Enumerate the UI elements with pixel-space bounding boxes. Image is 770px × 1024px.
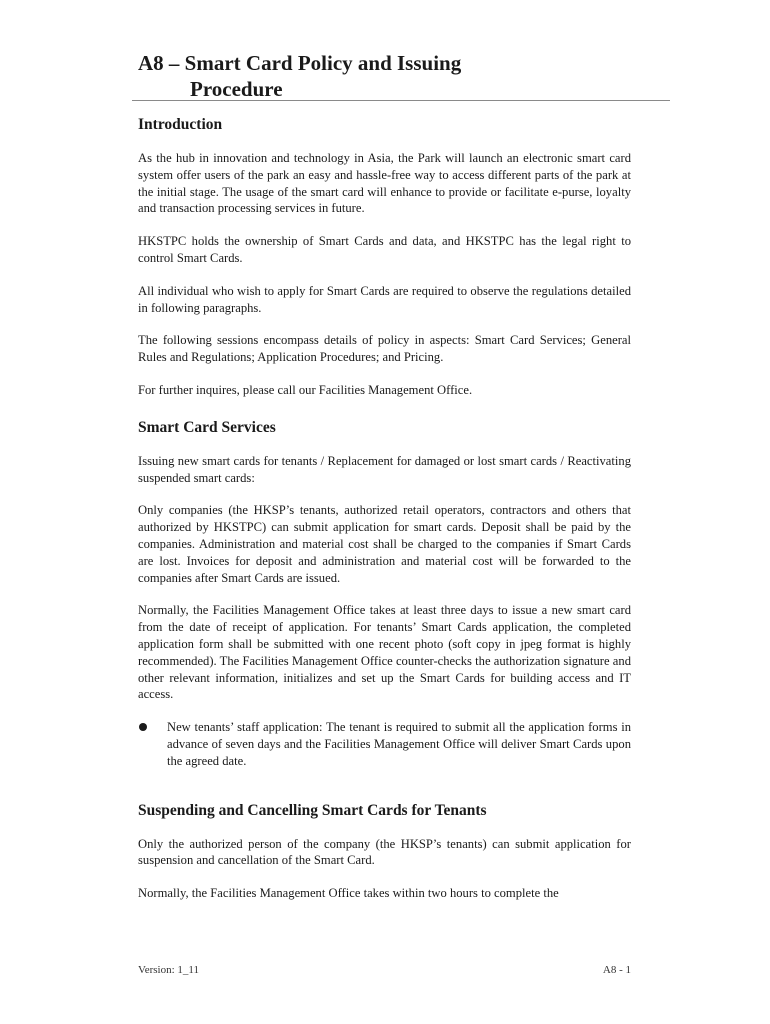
intro-paragraph-4: The following sessions encompass details of policy in aspects: Smart Card Services; General Rules and Regulations; Application Procedures; and Pricing. <box>138 333 631 365</box>
page-footer <box>138 964 631 976</box>
intro-paragraph-1: As the hub in innovation and technology in Asia, the Park will launch an electronic smart card system offer users of the park an easy and hassle-free way to access different parts of the park at the initial stage. The usage of the smart card will enhance to provide or facilitate e-purse, loyalty and transaction processing services in future. <box>138 151 631 216</box>
intro-paragraph-3: All individual who wish to apply for Smart Cards are required to observe the regulations detailed in following paragraphs. <box>138 283 631 315</box>
suspending-paragraph-2: Normally, the Facilities Management Office takes within two hours to complete the <box>138 886 559 901</box>
services-paragraph-3: Normally, the Facilities Management Office takes at least three days to issue a new smart card from the date of receipt of application. For tenants’ Smart Cards application, the completed application form shall be submitted with one recent photo (soft copy in jpeg format is highly recommended). The Facilities Management Office counter-checks the authorization signature and other relevant information, initializes and set up the Smart Cards for building access and IT access. <box>138 603 631 702</box>
heading-introduction: Introduction <box>138 116 223 133</box>
heading-smart-card-services: Smart Card Services <box>138 418 276 436</box>
intro-paragraph-5: For further inquires, please call our Facilities Management Office. <box>138 382 473 397</box>
title-divider <box>132 100 670 101</box>
footer-version: Version: 1_11 <box>138 964 200 976</box>
services-paragraph-1: Issuing new smart cards for tenants / Replacement for damaged or lost smart cards / Reactivating suspended smart cards: <box>138 453 631 485</box>
title-line-1: A8 – Smart Card Policy and Issuing <box>138 51 462 75</box>
document-body <box>138 114 631 902</box>
intro-paragraph-2: HKSTPC holds the ownership of Smart Cards and data, and HKSTPC has the legal right to control Smart Cards. <box>138 234 631 265</box>
title-line-2: Procedure <box>190 77 283 101</box>
suspending-paragraph-1: Only the authorized person of the company (the HKSP’s tenants) can submit application for suspension and cancellation of the Smart Card. <box>138 836 631 868</box>
document-title <box>138 50 670 102</box>
services-paragraph-2: Only companies (the HKSP’s tenants, authorized retail operators, contractors and others that authorized by HKSTPC) can submit application for smart cards. Deposit shall be paid by the companies. Administration and material cost shall be charged to the companies if Smart Cards are lost. Invoices for deposit and administration and material cost will be forwarded to the companies after Smart Cards are issued. <box>138 503 631 585</box>
bullet-item <box>138 719 631 769</box>
bullet-icon <box>139 723 147 731</box>
footer-page-number: A8 - 1 <box>602 964 631 976</box>
heading-suspending-cancelling: Suspending and Cancelling Smart Cards for Tenants <box>138 801 487 819</box>
bullet-text: New tenants’ staff application: The tenant is required to submit all the application forms in advance of seven days and the Facilities Management Office will deliver Smart Cards upon the agreed date. <box>167 720 631 768</box>
